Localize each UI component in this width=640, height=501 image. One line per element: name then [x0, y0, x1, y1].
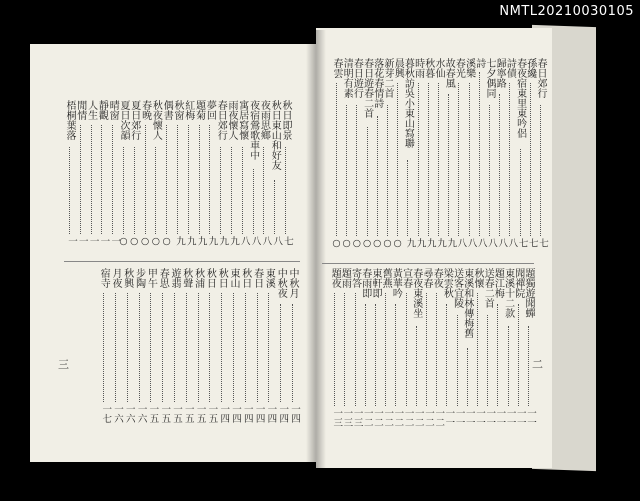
- toc-entry-page: 一二: [372, 408, 383, 427]
- toc-entry-title: 暮秋訪吳小東山寫聯: [402, 58, 414, 148]
- toc-entry-page: 一: [109, 236, 121, 246]
- toc-dot-leader: [155, 147, 156, 234]
- toc-dot-leader: [479, 72, 480, 236]
- toc-entry-title: 春日: [251, 268, 263, 288]
- toc-entry-title: 春思: [157, 268, 169, 288]
- toc-entry-page: 九: [445, 238, 457, 248]
- toc-dot-leader: [253, 169, 254, 234]
- toc-dot-leader: [467, 348, 468, 406]
- toc-dot-leader: [242, 147, 243, 234]
- toc-entry-page: 九: [435, 238, 446, 248]
- toc-dot-leader: [134, 147, 135, 234]
- toc-entry-page: 八: [475, 238, 487, 248]
- toc-dot-leader: [162, 293, 163, 402]
- toc-entry-page: 一二: [433, 408, 445, 427]
- toc-entry-page: ○: [128, 236, 140, 247]
- toc-entry-title: 秋日即景: [280, 100, 291, 140]
- toc-entry-page: 七: [526, 238, 538, 248]
- toc-dot-leader: [540, 105, 541, 236]
- toc-dot-leader: [80, 125, 81, 234]
- toc-entry-title: 紅梅: [182, 100, 194, 120]
- toc-entry-title: 春夜: [431, 268, 443, 288]
- toc-dot-leader: [123, 147, 124, 234]
- toc-dot-leader: [112, 125, 113, 234]
- toc-dot-leader: [375, 304, 376, 406]
- toc-entry-page: 八: [486, 238, 497, 248]
- toc-entry-page: ○: [331, 238, 342, 249]
- toc-entry-title: 東軒即: [370, 268, 381, 298]
- toc-entry-page: 八: [465, 238, 477, 248]
- toc-dot-leader: [428, 83, 429, 236]
- toc-entry-page: 一四: [277, 404, 289, 423]
- toc-entry-title: 遊翡: [169, 268, 180, 288]
- toc-entry-title: 秋日: [216, 268, 228, 288]
- toc-dot-leader: [233, 293, 234, 402]
- toc-dot-leader: [426, 293, 427, 406]
- toc-entry-page: 一一: [463, 408, 475, 427]
- toc-dot-leader: [188, 125, 189, 234]
- toc-entry-page: 九: [217, 236, 229, 246]
- toc-entry-page: 一二: [361, 408, 373, 427]
- toc-dot-leader: [487, 315, 488, 406]
- toc-entry-page: 一一: [525, 408, 536, 427]
- toc-entry-page: 一二: [423, 408, 434, 427]
- toc-entry-page: 一五: [194, 404, 206, 423]
- toc-dot-leader: [489, 105, 490, 236]
- toc-dot-leader: [268, 293, 269, 402]
- toc-dot-leader: [198, 293, 199, 402]
- toc-entry-page: 一二: [392, 408, 404, 427]
- toc-entry-page: 一四: [265, 404, 277, 423]
- toc-entry-page: ○: [161, 236, 173, 247]
- toc-entry-page: ○: [382, 238, 393, 249]
- toc-dot-leader: [263, 147, 264, 234]
- toc-dot-leader: [274, 180, 275, 234]
- toc-dot-leader: [356, 105, 357, 236]
- toc-entry-title: 題獨遊聞蟬: [523, 268, 534, 318]
- toc-entry-title: 偶書: [161, 100, 173, 120]
- toc-dot-leader: [285, 147, 286, 234]
- toc-dot-leader: [377, 116, 378, 236]
- toc-entry-title: 七夕偶同: [484, 58, 495, 98]
- toc-entry-title: 春夜東溪坐: [410, 268, 422, 318]
- toc-entry-page: 七: [537, 238, 548, 248]
- toc-entry-page: 一二: [412, 408, 424, 427]
- toc-entry-title: 清明有素: [341, 58, 353, 98]
- right-page-divider: [322, 263, 534, 264]
- toc-entry-title: 孫纔: [524, 58, 536, 78]
- toc-entry-title: 春雨即: [359, 268, 371, 298]
- toc-entry-page: 七: [282, 236, 293, 246]
- toc-entry-title: 靜觀: [96, 100, 108, 120]
- toc-dot-leader: [199, 125, 200, 234]
- toc-entry-page: 九: [404, 238, 416, 248]
- toc-entry-title: 落花春情詩: [371, 58, 383, 108]
- toc-entry-page: 一二: [402, 408, 414, 427]
- toc-entry-page: 一: [76, 236, 88, 246]
- toc-entry-title: 夏日郊行: [128, 100, 140, 140]
- toc-entry-page: 九: [195, 236, 207, 246]
- toc-entry-page: 一: [66, 236, 77, 246]
- toc-entry-title: 水仙: [433, 58, 444, 78]
- toc-dot-leader: [530, 83, 531, 236]
- toc-entry-page: ○: [371, 238, 383, 249]
- toc-entry-page: 一三: [331, 408, 343, 427]
- toc-dot-leader: [166, 125, 167, 234]
- toc-dot-leader: [397, 83, 398, 236]
- toc-dot-leader: [436, 293, 437, 406]
- toc-entry-title: 聞禪院: [512, 268, 524, 298]
- toc-entry-title: 秋浦: [192, 268, 204, 288]
- toc-entry-title: 寄答: [349, 268, 361, 288]
- toc-dot-leader: [221, 293, 222, 402]
- toc-entry-page: 一一: [474, 408, 485, 427]
- toc-entry-title: 晨興: [392, 58, 404, 78]
- toc-dot-leader: [220, 147, 221, 234]
- toc-entry-title: 春夜宿東里東吟侶: [514, 58, 526, 138]
- toc-dot-leader: [367, 127, 368, 236]
- toc-entry-title: 歸寧路: [494, 58, 506, 88]
- toc-entry-title: 宿寺: [98, 268, 110, 288]
- toc-entry-title: 梧桐葉落: [64, 100, 75, 140]
- toc-entry-title: 時雨: [412, 58, 424, 78]
- toc-entry-page: 一: [87, 236, 99, 246]
- toc-entry-title: 新芽二首: [382, 58, 393, 98]
- toc-entry-title: 秋日東山和好友: [269, 100, 281, 170]
- toc-entry-title: 詩: [473, 58, 485, 68]
- toc-dot-leader: [499, 94, 500, 236]
- toc-entry-title: 夢回: [204, 100, 216, 120]
- toc-entry-page: 一四: [253, 404, 265, 423]
- toc-entry-page: 八: [238, 236, 250, 246]
- toc-dot-leader: [457, 315, 458, 406]
- toc-dot-leader: [177, 125, 178, 234]
- toc-entry-title: 東溪十二款: [502, 268, 514, 318]
- toc-entry-page: 九: [424, 238, 436, 248]
- toc-dot-leader: [418, 83, 419, 236]
- toc-entry-page: 八: [271, 236, 283, 246]
- toc-dot-leader: [150, 293, 151, 402]
- toc-dot-leader: [103, 293, 104, 402]
- toc-dot-leader: [446, 304, 447, 406]
- toc-dot-leader: [101, 125, 102, 234]
- toc-entry-title: 閒情: [74, 100, 86, 120]
- toc-entry-title: 春日郊行: [535, 58, 546, 98]
- toc-dot-leader: [497, 304, 498, 406]
- toc-dot-leader: [91, 125, 92, 234]
- archive-id-label: NMTL20210030105: [499, 4, 634, 19]
- toc-entry-title: 秋聲: [180, 268, 192, 288]
- toc-dot-leader: [509, 83, 510, 236]
- toc-dot-leader: [365, 304, 366, 406]
- toc-entry-page: ○: [392, 238, 404, 249]
- toc-entry-title: 舊燕: [380, 268, 392, 288]
- toc-entry-page: ○: [341, 238, 353, 249]
- toc-entry-title: 春日郊行: [215, 100, 227, 140]
- toc-entry-title: 中秋夜: [275, 268, 287, 298]
- toc-dot-leader: [469, 83, 470, 236]
- toc-dot-leader: [209, 125, 210, 234]
- toc-dot-leader: [280, 304, 281, 402]
- toc-dot-leader: [395, 304, 396, 406]
- toc-entry-title: 步陶: [133, 268, 145, 288]
- toc-entry-title: 東山: [228, 268, 239, 288]
- toc-dot-leader: [458, 83, 459, 236]
- toc-dot-leader: [344, 293, 345, 406]
- toc-entry-page: 一五: [147, 404, 159, 423]
- toc-entry-title: 春光: [453, 58, 465, 78]
- toc-entry-title: 送春二首: [482, 268, 494, 308]
- toc-dot-leader: [186, 293, 187, 402]
- toc-entry-title: 夜宿鶯歌車中: [247, 100, 259, 160]
- toc-entry-page: 一四: [218, 404, 230, 423]
- toc-entry-page: 一五: [159, 404, 171, 423]
- toc-entry-page: 一四: [241, 404, 253, 423]
- toc-entry-title: 秋窗: [172, 100, 183, 120]
- toc-entry-title: 東溪和林傳梅舊: [461, 268, 473, 338]
- toc-dot-leader: [416, 326, 417, 406]
- toc-entry-title: 宣春: [400, 268, 412, 288]
- toc-dot-leader: [528, 326, 529, 406]
- toc-entry-title: 故春風: [443, 58, 455, 88]
- toc-entry-page: 一四: [289, 404, 300, 423]
- toc-entry-title: 詩債: [504, 58, 516, 78]
- toc-entry-title: 春日遊春二首: [361, 58, 373, 118]
- toc-dot-leader: [336, 83, 337, 236]
- toc-entry-page: ○: [150, 236, 162, 247]
- toc-entry-title: 月夜: [110, 268, 121, 288]
- toc-entry-title: 梁雲秋: [441, 268, 453, 298]
- toc-entry-page: 一一: [443, 408, 455, 427]
- toc-entry-page: 一二: [382, 408, 394, 427]
- left-page-number: 三: [58, 358, 69, 371]
- toc-entry-page: 八: [496, 238, 508, 248]
- toc-entry-title: 雨夜懷人: [226, 100, 237, 140]
- toc-entry-page: 一一: [484, 408, 496, 427]
- toc-entry-page: ○: [118, 236, 129, 247]
- toc-entry-page: 一七: [100, 404, 112, 423]
- toc-dot-leader: [115, 293, 116, 402]
- toc-entry-page: 一五: [206, 404, 218, 423]
- toc-entry-title: 秋日: [239, 268, 251, 288]
- toc-dot-leader: [438, 83, 439, 236]
- toc-entry-title: 寓居寫懷: [236, 100, 248, 140]
- toc-entry-page: 一六: [135, 404, 147, 423]
- toc-entry-page: 一四: [230, 404, 241, 423]
- toc-dot-leader: [292, 304, 293, 402]
- toc-entry-title: 題菊: [193, 100, 205, 120]
- toc-dot-leader: [174, 293, 175, 402]
- right-page-number: 二: [532, 358, 543, 371]
- toc-dot-leader: [385, 293, 386, 406]
- toc-entry-title: 春晚: [139, 100, 151, 120]
- toc-entry-page: 一三: [351, 408, 363, 427]
- toc-dot-leader: [518, 304, 519, 406]
- toc-entry-title: 中秋月: [287, 268, 298, 298]
- toc-dot-leader: [334, 293, 335, 406]
- toc-dot-leader: [508, 326, 509, 406]
- toc-dot-leader: [346, 105, 347, 236]
- toc-dot-leader: [209, 293, 210, 402]
- toc-entry-page: 一五: [182, 404, 194, 423]
- toc-dot-leader: [139, 293, 140, 402]
- toc-entry-page: 九: [174, 236, 185, 246]
- toc-entry-page: 一一: [453, 408, 465, 427]
- toc-entry-title: 春日遊行: [351, 58, 363, 98]
- toc-entry-page: 一六: [123, 404, 135, 423]
- toc-entry-title: 秋暮: [422, 58, 434, 78]
- toc-dot-leader: [145, 125, 146, 234]
- toc-entry-page: 一一: [514, 408, 526, 427]
- toc-entry-title: 晴窗: [107, 100, 119, 120]
- toc-entry-page: 一一: [504, 408, 516, 427]
- toc-entry-page: ○: [361, 238, 373, 249]
- toc-entry-title: 黃華吟: [390, 268, 402, 298]
- toc-dot-leader: [407, 160, 408, 236]
- toc-entry-title: 題雨: [339, 268, 351, 288]
- toc-entry-page: 八: [506, 238, 518, 248]
- toc-entry-title: 送客宜陵: [451, 268, 463, 308]
- toc-dot-leader: [69, 147, 70, 234]
- toc-entry-title: 秋日: [204, 268, 216, 288]
- toc-entry-title: 夏日次韻: [118, 100, 129, 140]
- toc-entry-page: 八: [249, 236, 261, 246]
- toc-entry-page: 九: [414, 238, 426, 248]
- toc-entry-title: 尋春: [421, 268, 432, 288]
- toc-dot-leader: [477, 293, 478, 406]
- toc-entry-page: ○: [351, 238, 363, 249]
- toc-entry-title: 題江梅: [492, 268, 504, 298]
- toc-dot-leader: [448, 94, 449, 236]
- toc-dot-leader: [406, 293, 407, 406]
- toc-dot-leader: [127, 293, 128, 402]
- toc-entry-page: ○: [139, 236, 151, 247]
- toc-entry-page: 一三: [341, 408, 353, 427]
- toc-dot-leader: [257, 293, 258, 402]
- toc-dot-leader: [231, 147, 232, 234]
- toc-entry-title: 秋夜懷人: [150, 100, 162, 140]
- toc-entry-page: 一六: [112, 404, 123, 423]
- toc-dot-leader: [245, 293, 246, 402]
- toc-entry-page: 九: [206, 236, 218, 246]
- toc-entry-page: 九: [184, 236, 196, 246]
- toc-entry-title: 溪樂: [463, 58, 475, 78]
- toc-entry-title: 夜雨思鄉: [258, 100, 270, 140]
- toc-entry-title: 東溪: [263, 268, 275, 288]
- toc-entry-title: 春雲: [331, 58, 342, 78]
- toc-entry-title: 秋興: [121, 268, 133, 288]
- toc-entry-page: 七: [516, 238, 528, 248]
- toc-dot-leader: [355, 293, 356, 406]
- toc-entry-title: 甲午: [145, 268, 157, 288]
- toc-dot-leader: [520, 149, 521, 236]
- left-page-divider: [64, 261, 300, 262]
- toc-entry-page: 九: [228, 236, 239, 246]
- toc-entry-page: 一一: [494, 408, 506, 427]
- toc-entry-page: 八: [455, 238, 467, 248]
- toc-entry-title: 題夜: [329, 268, 341, 288]
- toc-entry-page: 八: [260, 236, 272, 246]
- toc-entry-page: 一五: [171, 404, 182, 423]
- book-gutter: [306, 30, 326, 470]
- toc-dot-leader: [387, 105, 388, 236]
- toc-entry-title: 人生: [85, 100, 97, 120]
- toc-entry-title: 秋懷: [472, 268, 483, 288]
- toc-entry-page: 一: [98, 236, 110, 246]
